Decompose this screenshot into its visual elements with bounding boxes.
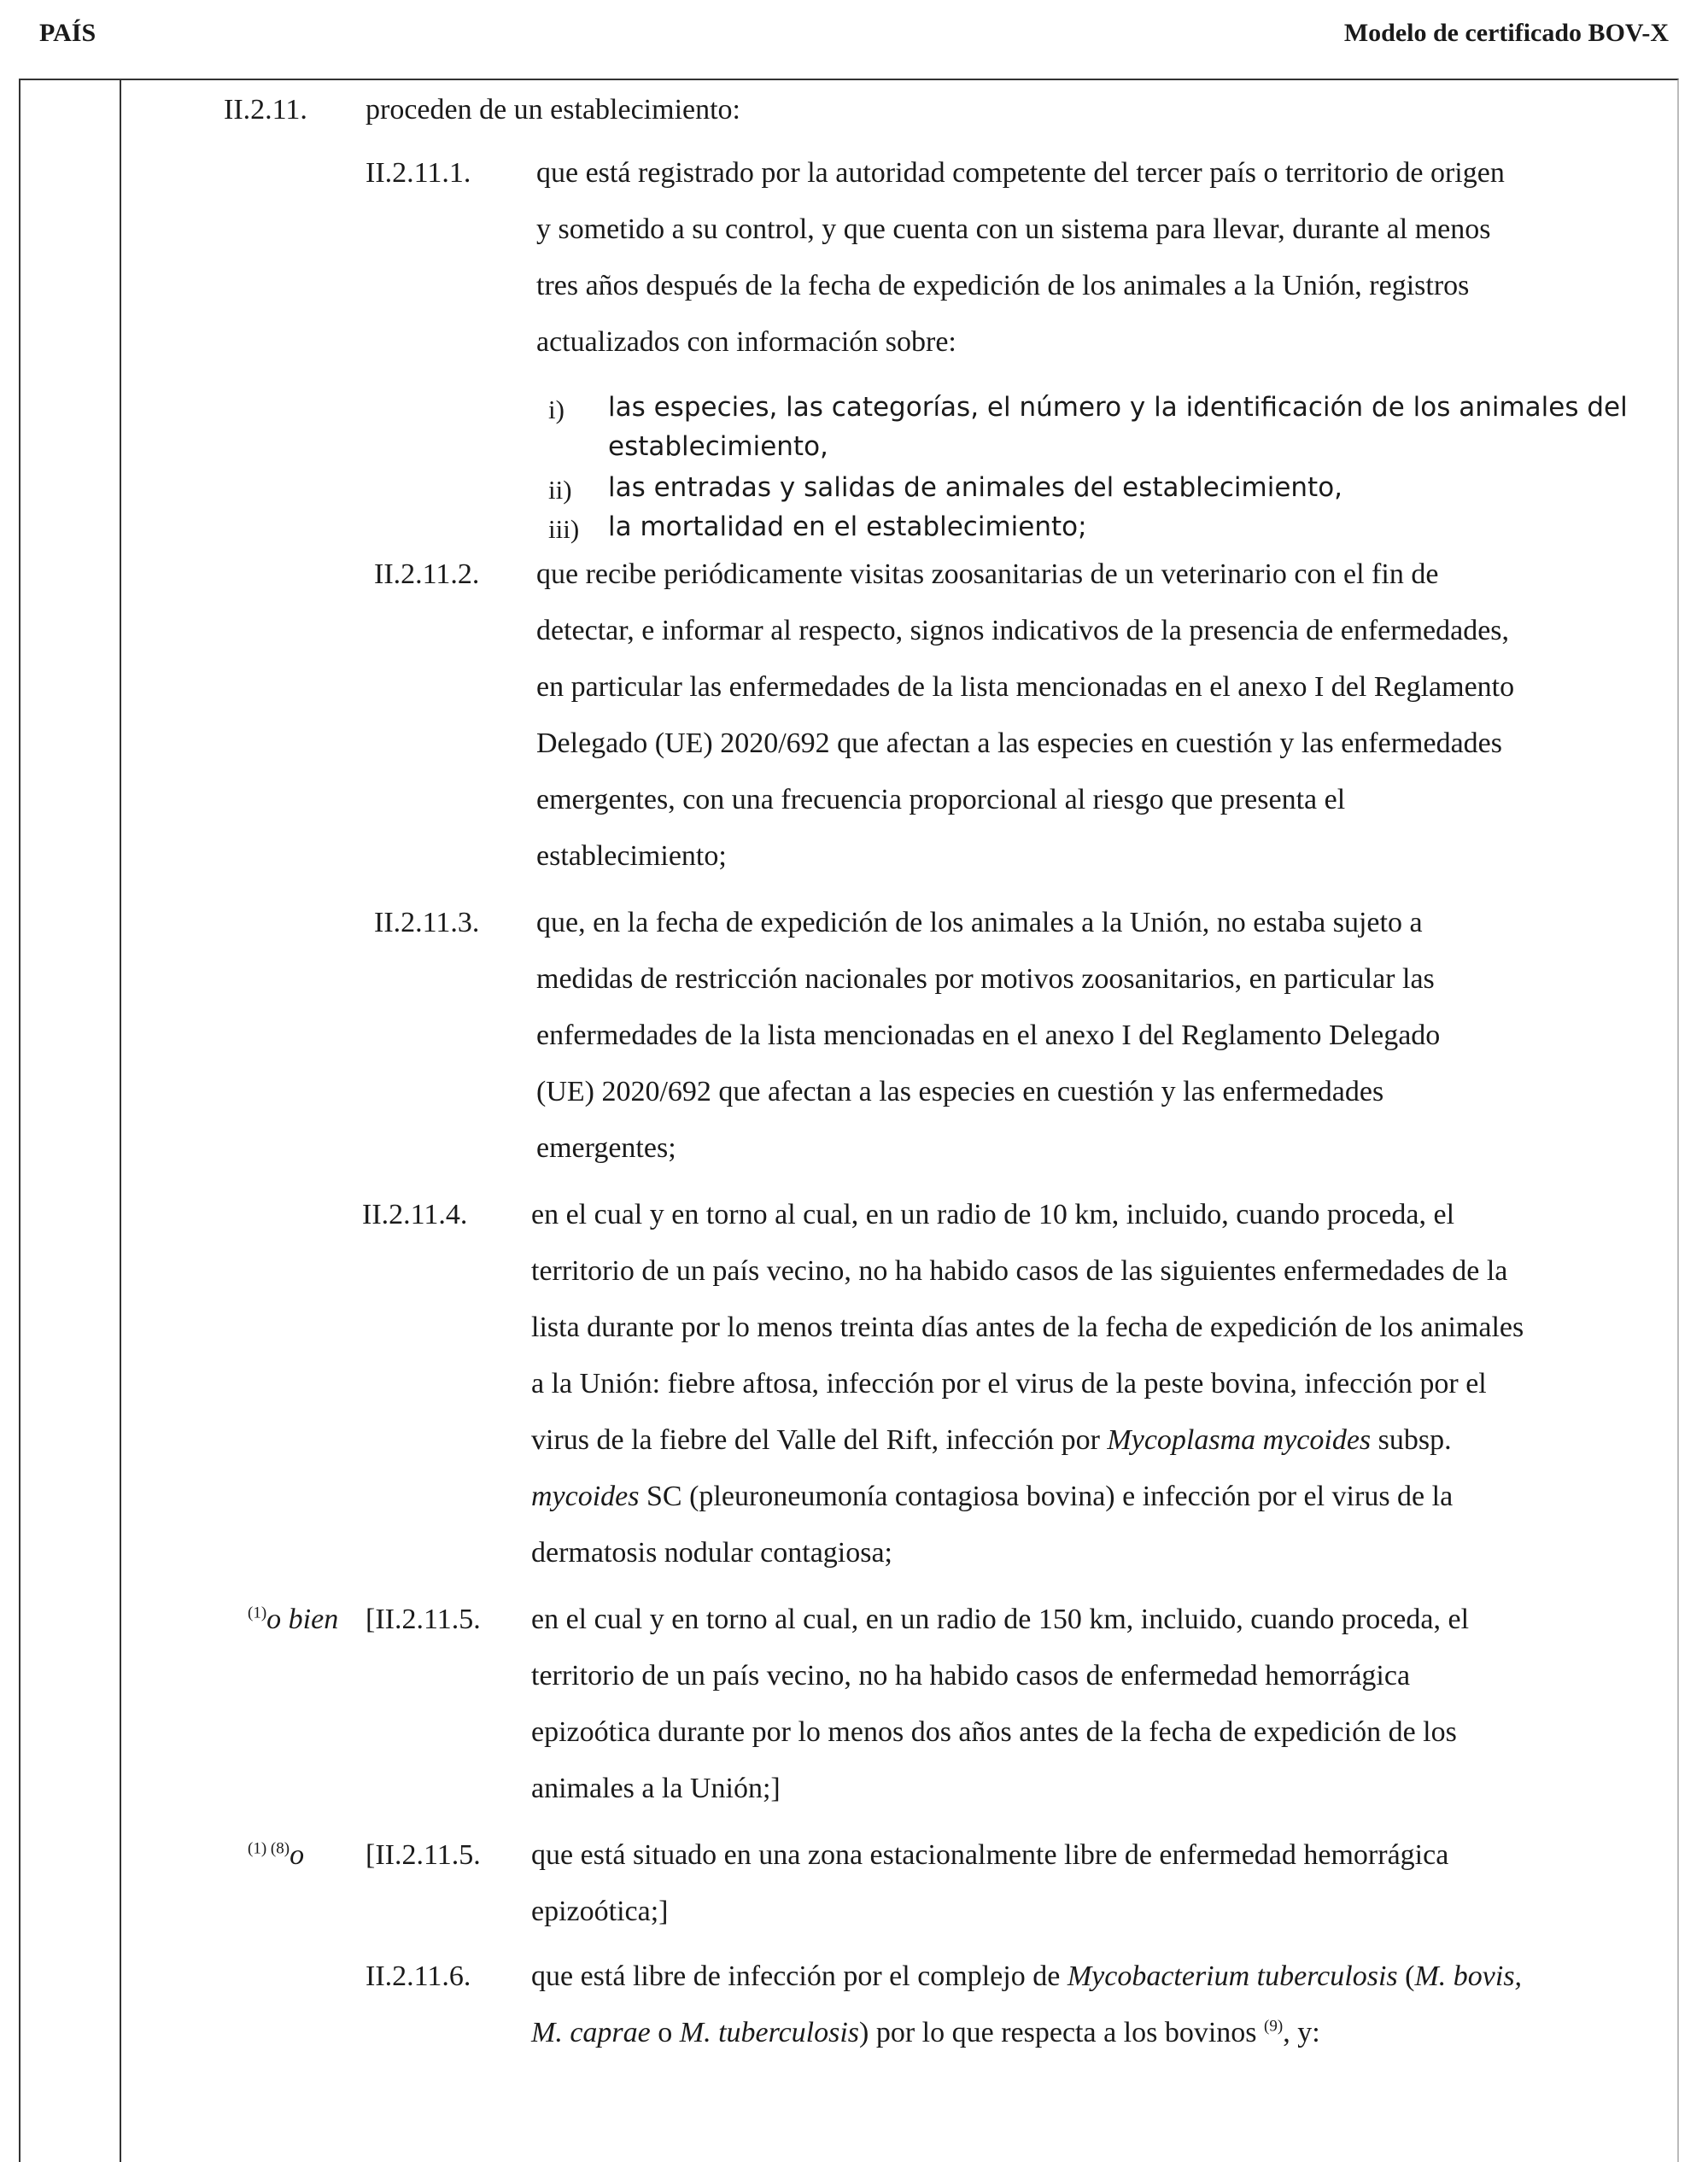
item6-line2-b: ) por lo que respecta a los bovinos — [859, 2017, 1265, 2048]
item5b-prefix — [248, 1841, 304, 1870]
item5a-line: territorio de un país vecino, no ha habido casos de enfermedad hemorrágica — [531, 1660, 1411, 1692]
item4-line: dermatosis nodular contagiosa; — [531, 1537, 893, 1569]
item4-line — [531, 1482, 1453, 1511]
item4-line5-a: virus de la fiebre del Valle del Rift, infección por — [531, 1424, 1108, 1456]
item2-line: que recibe periódicamente visitas zoosanitarias de un veterinario con el fin de — [536, 558, 1439, 590]
section-title: proceden de un establecimiento: — [366, 94, 740, 126]
item4-line: lista durante por lo menos treinta días antes de la fecha de expedición de los animales — [531, 1312, 1524, 1343]
item2-line: establecimiento; — [536, 840, 727, 872]
item3-number: II.2.11.3. — [374, 907, 480, 938]
item1-number: II.2.11.1. — [366, 157, 471, 189]
list-item-text: establecimiento, — [608, 431, 828, 462]
item5a-option: o bien — [266, 1604, 339, 1635]
item5a-prefix — [248, 1605, 338, 1634]
list-item-text: la mortalidad en el establecimiento; — [608, 511, 1087, 542]
footnote-ref: (9) — [1264, 2017, 1284, 2036]
item5a-line: animales a la Unión;] — [531, 1773, 781, 1804]
item1-line: tres años después de la fecha de expedición de los animales a la Unión, registros — [536, 270, 1470, 301]
list-numeral: i) — [548, 394, 564, 424]
header-model: Modelo de certificado BOV-X — [1343, 19, 1669, 47]
item6-line1-a: que está libre de infección por el complejo de — [531, 1960, 1068, 1992]
header-country: PAÍS — [39, 19, 97, 47]
footnote-ref: (1) (8) — [248, 1839, 290, 1858]
item4-line6-b: SC (pleuroneumonía contagiosa bovina) e infección por el virus de la — [639, 1481, 1454, 1512]
item5b-line: epizoótica;] — [531, 1896, 669, 1927]
item2-number: II.2.11.2. — [374, 558, 480, 590]
list-item-text: las especies, las categorías, el número y la identificación de los animales del — [608, 392, 1628, 423]
item6-line2-a: o — [650, 2017, 680, 2048]
item5a-line: epizoótica durante por lo menos dos años antes de la fecha de expedición de los — [531, 1716, 1457, 1748]
item2-line: Delegado (UE) 2020/692 que afectan a las especies en cuestión y las enfermedades — [536, 727, 1502, 759]
item5a-line: en el cual y en torno al cual, en un radio de 150 km, incluido, cuando proceda, el — [531, 1604, 1470, 1635]
section-number: II.2.11. — [224, 94, 307, 126]
item2-line: en particular las enfermedades de la lista mencionadas en el anexo I del Reglamento — [536, 671, 1515, 703]
item6-line1-italic: Mycobacterium tuberculosis — [1067, 1960, 1398, 1992]
item1-line: actualizados con información sobre: — [536, 326, 956, 358]
item6-line2-italic2: M. tuberculosis — [679, 2017, 860, 2048]
item4-line: a la Unión: fiebre aftosa, infección por el virus de la peste bovina, infección por el — [531, 1368, 1487, 1399]
item5b-line: que está situado en una zona estacionalmente libre de enfermedad hemorrágica — [531, 1839, 1449, 1871]
item4-line: en el cual y en torno al cual, en un radio de 10 km, incluido, cuando proceda, el — [531, 1199, 1455, 1230]
item1-line: que está registrado por la autoridad competente del tercer país o territorio de origen — [536, 157, 1505, 189]
item4-number: II.2.11.4. — [362, 1199, 468, 1230]
item6-line2-italic: M. caprae — [531, 2017, 651, 2048]
left-column-divider — [120, 79, 121, 2162]
list-numeral: ii) — [548, 475, 572, 505]
item3-line: emergentes; — [536, 1132, 676, 1164]
item4-line5-b: subsp. — [1371, 1424, 1452, 1456]
item2-line: detectar, e informar al respecto, signos indicativos de la presencia de enfermedades, — [536, 615, 1510, 646]
item1-line: y sometido a su control, y que cuenta con un sistema para llevar, durante al menos — [536, 213, 1491, 245]
item4-line: territorio de un país vecino, no ha habido casos de las siguientes enfermedades de la — [531, 1255, 1508, 1287]
item2-line: emergentes, con una frecuencia proporcional al riesgo que presenta el — [536, 784, 1346, 815]
item6-line — [531, 1962, 1522, 1991]
list-item-text: las entradas y salidas de animales del establecimiento, — [608, 472, 1343, 503]
item3-line: enfermedades de la lista mencionadas en el anexo I del Reglamento Delegado — [536, 1020, 1441, 1051]
item6-line — [531, 2019, 1320, 2048]
list-numeral: iii) — [548, 514, 580, 544]
item3-line: que, en la fecha de expedición de los animales a la Unión, no estaba sujeto a — [536, 907, 1423, 938]
item6-number: II.2.11.6. — [366, 1960, 471, 1992]
item6-line2-c: , y: — [1283, 2017, 1320, 2048]
item4-line6-italic: mycoides — [531, 1481, 640, 1512]
item6-line1-b: ( — [1397, 1960, 1415, 1992]
item5a-number: [II.2.11.5. — [366, 1604, 481, 1635]
item3-line: medidas de restricción nacionales por motivos zoosanitarios, en particular las — [536, 963, 1435, 995]
item4-line — [531, 1426, 1452, 1455]
item5b-option: o — [290, 1839, 305, 1871]
item3-line: (UE) 2020/692 que afectan a las especies en cuestión y las enfermedades — [536, 1076, 1384, 1107]
item5b-number: [II.2.11.5. — [366, 1839, 481, 1871]
footnote-ref: (1) — [248, 1604, 267, 1622]
item4-line5-italic: Mycoplasma mycoides — [1107, 1424, 1372, 1456]
item6-line1-italic2: M. bovis, — [1414, 1960, 1523, 1992]
